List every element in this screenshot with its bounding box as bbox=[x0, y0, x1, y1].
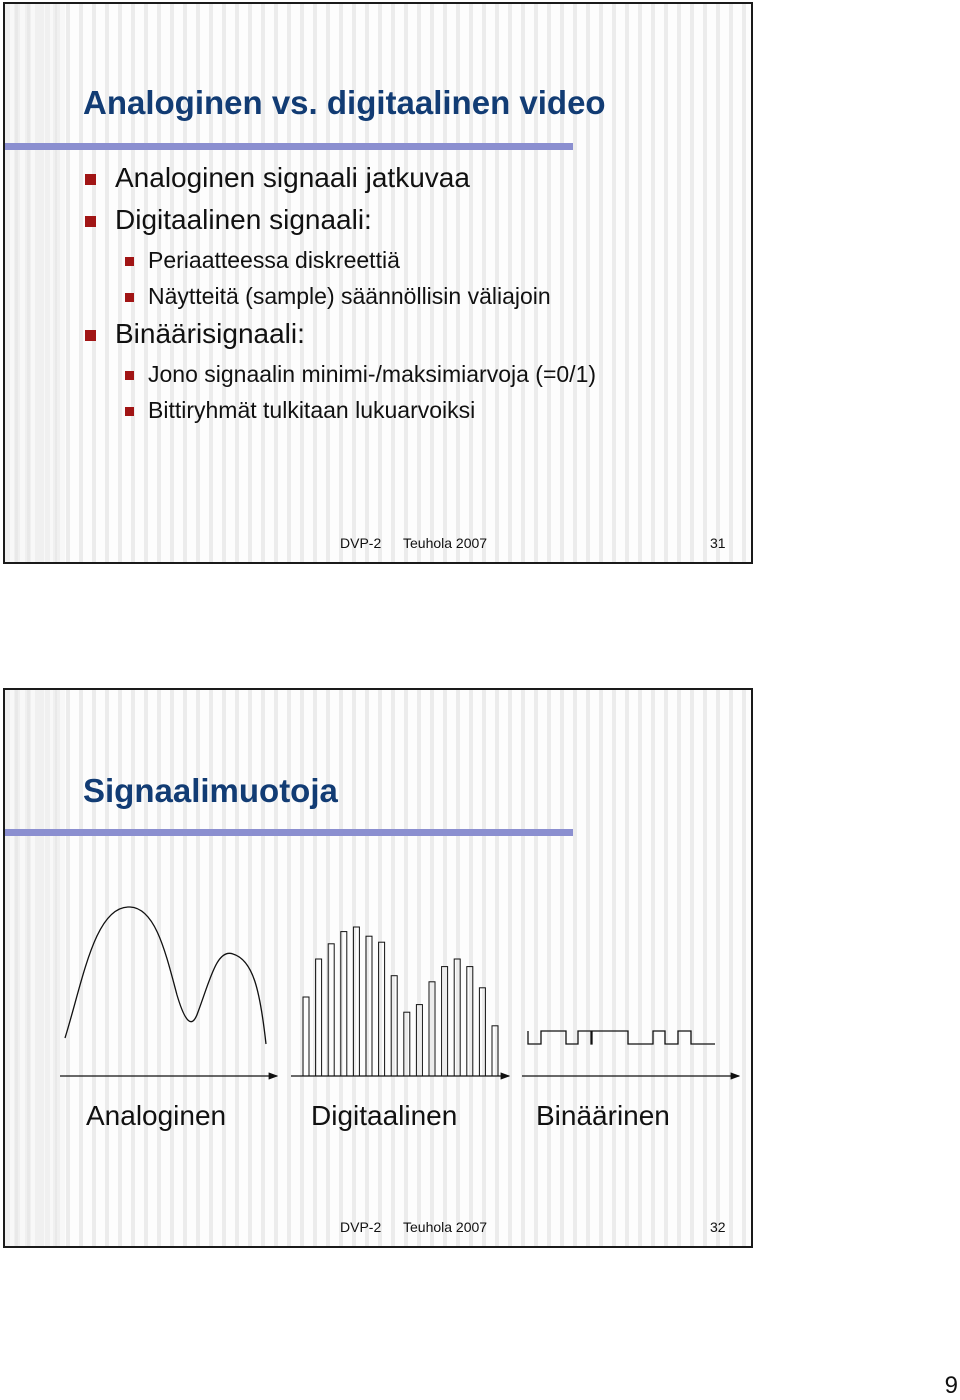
signal-waveforms-diagram bbox=[5, 690, 751, 1246]
footer-author: Teuhola 2007 bbox=[403, 535, 488, 551]
sub-bullet-item: Näytteitä (sample) säännöllisin väliajoin bbox=[125, 283, 551, 310]
analog-curve bbox=[65, 907, 266, 1044]
square-bullet-icon bbox=[125, 257, 134, 266]
sample-bar bbox=[416, 1005, 422, 1076]
square-bullet-icon bbox=[85, 330, 96, 341]
title-underline bbox=[5, 143, 573, 150]
square-bullet-icon bbox=[125, 371, 134, 380]
slide-title: Analoginen vs. digitaalinen video bbox=[83, 84, 606, 121]
sub-bullet-item: Periaatteessa diskreettiä bbox=[125, 247, 400, 274]
sample-bar bbox=[442, 967, 448, 1076]
slide-title: Signaalimuotoja bbox=[83, 772, 338, 809]
label-binary: Binäärinen bbox=[536, 1100, 670, 1131]
sample-bar bbox=[341, 932, 347, 1076]
sample-bar bbox=[492, 1026, 498, 1076]
bullet-item: Binäärisignaali: bbox=[85, 318, 305, 350]
sample-bar bbox=[454, 959, 460, 1076]
square-bullet-icon bbox=[85, 216, 96, 227]
sample-bar bbox=[467, 967, 473, 1076]
footer-course: DVP-2 bbox=[340, 535, 382, 551]
bullet-item: Digitaalinen signaali: bbox=[85, 204, 372, 236]
sample-bar bbox=[391, 976, 397, 1076]
slide-number: 32 bbox=[710, 1219, 726, 1235]
slide-number: 31 bbox=[710, 535, 726, 551]
footer-author: Teuhola 2007 bbox=[403, 1219, 488, 1235]
slide-32 bbox=[3, 688, 753, 1248]
square-bullet-icon bbox=[85, 174, 96, 185]
sub-bullet-item: Jono signaalin minimi-/maksimiarvoja (=0/1) bbox=[125, 361, 596, 388]
sample-bar bbox=[366, 936, 372, 1076]
square-bullet-icon bbox=[125, 293, 134, 302]
bullet-item: Analoginen signaali jatkuvaa bbox=[85, 162, 470, 194]
sample-bar bbox=[303, 997, 309, 1076]
sample-bar bbox=[379, 942, 385, 1076]
binary-square-wave bbox=[528, 1031, 715, 1044]
sub-bullet-item: Bittiryhmät tulkitaan lukuarvoiksi bbox=[125, 397, 475, 424]
square-bullet-icon bbox=[125, 407, 134, 416]
sample-bar bbox=[328, 944, 334, 1076]
label-digital: Digitaalinen bbox=[311, 1100, 458, 1131]
slide-31 bbox=[3, 2, 753, 564]
footer-course: DVP-2 bbox=[340, 1219, 382, 1235]
sample-bar bbox=[479, 988, 485, 1076]
label-analog: Analoginen bbox=[86, 1100, 227, 1131]
digital-sample-bars bbox=[303, 927, 498, 1076]
sample-bar bbox=[404, 1012, 410, 1076]
sample-bar bbox=[316, 959, 322, 1076]
sample-bar bbox=[353, 927, 359, 1076]
page-number: 9 bbox=[944, 1372, 958, 1399]
sample-bar bbox=[429, 982, 435, 1076]
